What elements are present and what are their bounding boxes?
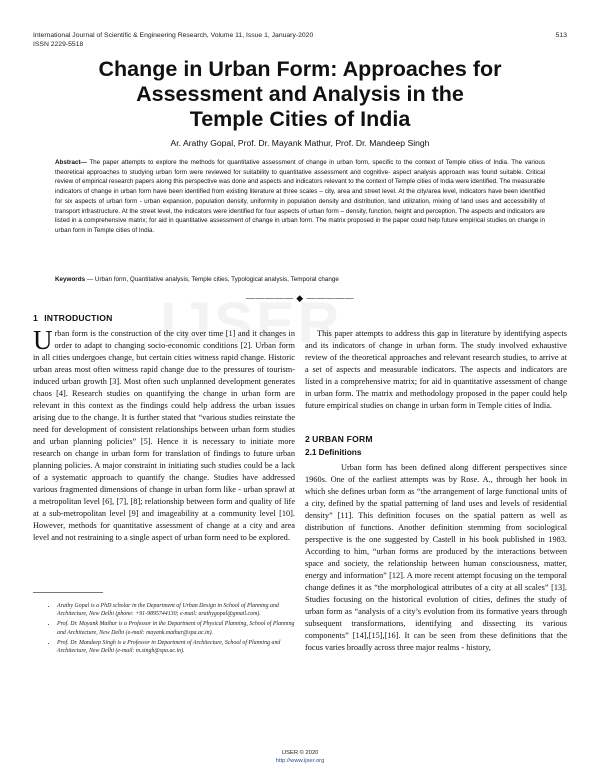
section-2-heading xyxy=(305,433,567,446)
footnote-item: • Prof. Dr. Mayank Mathur is a Professor in the Department of Physical Planning, School of Planning and Architecture, New Delhi (e-mail: mayank.mathur@spa.ac.in). xyxy=(57,620,295,636)
keywords-text: — Urban form, Quantitative analysis, Temple cities, Typological analysis, Temporal change xyxy=(85,276,339,283)
section-divider: ————— ◆ ————— xyxy=(246,292,354,303)
footer-copyright: IJSER © 2020 xyxy=(281,750,319,756)
drop-cap: U xyxy=(33,325,53,355)
footer-url[interactable]: http://www.ijser.org xyxy=(275,758,325,764)
section-number: 2 xyxy=(305,434,310,444)
authors: Ar. Arathy Gopal, Prof. Dr. Mayank Mathur, Prof. Dr. Mandeep Singh xyxy=(170,138,430,148)
intro-paragraph-2: This paper attempts to address this gap in literature by identifying aspects and its indicators of change in urban form. The study involved exhaustive review of the theoretical approaches and relevant research studies, to arrive at a set of aspects and measurable indicators. The aspects and indicators are listed in a comprehensive matrix; for aid in quantitative assessment of change in urban form. The matrix and methodology proposed in the paper could help future empirical studies on change in urban form in Temple cities of India. xyxy=(305,329,567,410)
keywords xyxy=(55,275,545,284)
journal-header: International Journal of Scientific & Engineering Research, Volume 11, Issue 1, January-2020 xyxy=(33,32,314,39)
intro-text: rban form is the construction of the city over time [1] and it changes in order to adapt to changing socio-economic conditions [2]. Urban form in all cities undergoes change, but certain cities witness rapid change. Historic urban areas most often witness rapid change due to the pressures of tourism-induced urban growth [3]. Most often such unplanned development generates chaos [4]. Research studies on quantifying the change in urban form are relevant in this context as the findings could help address the urban issues arising due to the change. It is further stated that “various studies reinstate the need for development of consistent relationships between urban form studies and urban planning policies” [5]. Hence it is necessary to initiate more research on change in urban form for translation of findings to future urban planning policies. A major constraint in initiating such studies could be a lack of a systematic approach to quantify the change. Studies have addressed various fragmented dimensions of change in urban form like - urban sprawl at a metropolitan level [6], [7], [8]; relationship between form and quality of life at a sub-metropolitan level [9] and imageability at a community level [10]. However, methods for quantitative assessment of change at a city and area level and not restraining to a single aspect of urban form need to be explored. xyxy=(33,329,295,542)
intro-paragraph-1 xyxy=(33,325,295,544)
section-1-heading xyxy=(33,312,295,325)
footnotes xyxy=(33,602,295,657)
footnote-rule xyxy=(33,592,103,593)
abstract-label: Abstract— xyxy=(55,159,87,166)
abstract-text: The paper attempts to explore the methods for quantitative assessment of change in urban form, specific to the context of Temple cities of India. The various theoretical approaches to studying urban form were reviewed for suitability to quantitative assessment and cognitive- aspect analysis approach was found suitable. Critical review of empirical research papers along this perspective was done and aspects and indicators relevant to the context of Temple cities of India were identified. The measurable indicators of change in urban form have been identified from existing literature at three scales – city, area and street level. At the city/area level, indicators have been identified for six aspects of urban form - urban expansion, population density, uniformity in population density and distribution, land utilization, mixing of land uses and accessibility of transport infrastructure. At the street level, the indicators were identified for four aspects of urban form – density, function, height and perception. The aspects and indicators are listed in a comprehensive matrix; for aid in quantitative assessment of change in urban form. The matrix proposed in the paper could help future empirical studies on change in urban form in Temple cities of India. xyxy=(55,159,545,234)
subsection-number: 2.1 xyxy=(305,447,317,457)
title-line: Assessment and Analysis in the xyxy=(136,82,464,106)
footnote-item: • Arathy Gopal is a PhD scholar in the Department of Urban Design in School of Planning and Architecture, New Delhi (phone: +91-9895744130; e-mail: arathygopal@gmail.com). xyxy=(57,602,295,618)
keywords-label: Keywords xyxy=(55,276,86,283)
title-line: Change in Urban Form: Approaches for xyxy=(98,57,502,81)
title-line: Temple Cities of India xyxy=(189,107,411,131)
paper-title xyxy=(40,57,560,132)
section-title: URBAN FORM xyxy=(312,434,373,444)
page-number: 513 xyxy=(555,32,567,39)
footnote-item: • Prof. Dr. Mandeep Singh is a Professor in Department of Architecture, School of Planning and Architecture, New Delhi (e-mail: m.singh@spa.ac.in). xyxy=(57,639,295,655)
issn: ISSN 2229-5518 xyxy=(33,41,84,48)
abstract xyxy=(55,158,545,236)
subsection-heading xyxy=(305,446,567,459)
section-title: INTRODUCTION xyxy=(44,313,113,323)
definitions-paragraph: Urban form has been defined along different perspectives since 1960s. One of the earliest attempts was by Rose. A., through her book in which she defines urban form as “the arrangement of large functional units of a city, defined by the spatial patterning of land uses and levels of residential density” [11]. This definition focuses on the spatial pattern as well as distribution of functions. Another definition stemming from sociological perspective is the one suggested by Castell in his book published in 1983. According to him, “urban forms are produced by the interactions between space and society, the relationship between human consciousness, matter, energy and information” [12]. A more recent attempt focusing on the temporal change defines it as “the morphological attributes of a city at all scales” [13]. Studies focusing on the historical evolution of cities, defines the study of urban form as “analysis of a city’s evolution from its formative years through subsequent transformations, identifying and dissecting its various components” [14],[15],[16]. It can be seen from these definitions that the focus varies broadly across three major realms - history, xyxy=(305,463,567,652)
section-number: 1 xyxy=(33,313,38,323)
subsection-title: Definitions xyxy=(318,447,362,457)
